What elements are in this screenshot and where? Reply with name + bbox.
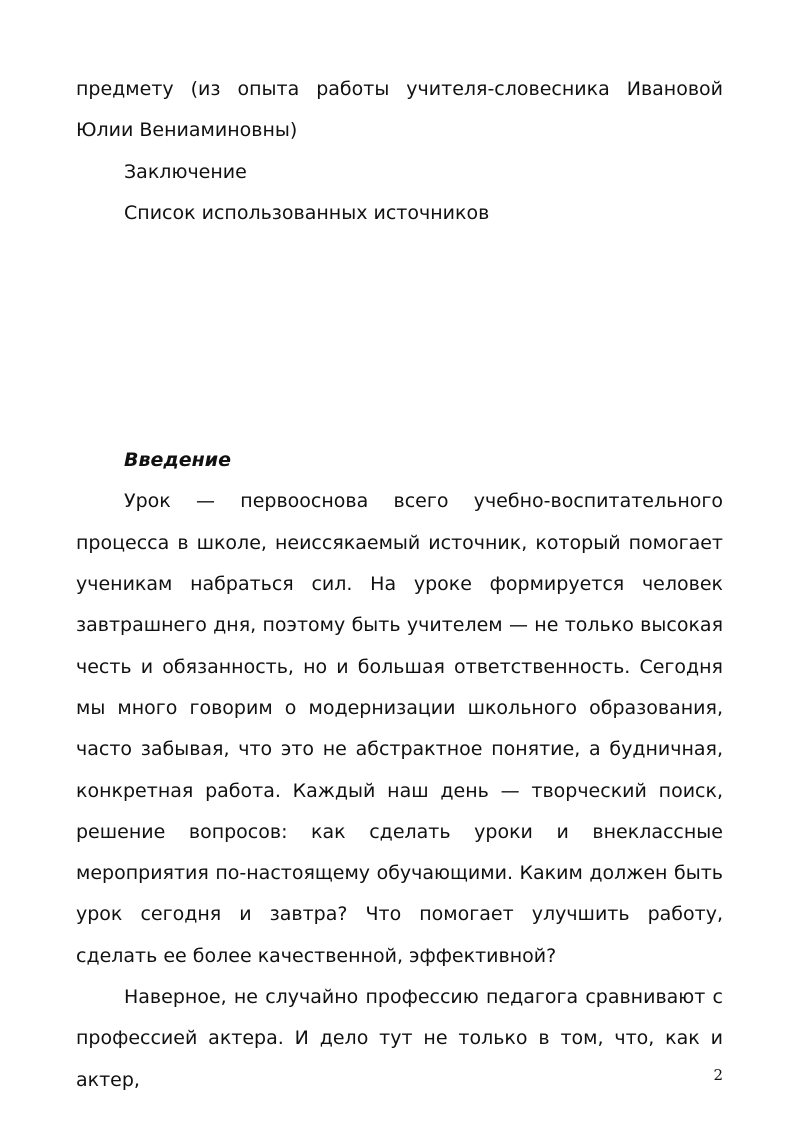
introduction-paragraph-2: Наверное, не случайно профессию педагога сравнивают с профессией актера. И дело тут не только в том, что, как и актер, xyxy=(76,986,723,1091)
page-number: 2 xyxy=(713,1066,723,1084)
toc-item-conclusion: Заключение xyxy=(124,160,247,183)
toc-item-references: Список использованных источников xyxy=(124,201,490,224)
section-gap xyxy=(76,234,723,440)
toc-continued-item: предмету (из опыта работы учителя-словесника Ивановой Юлии Вениаминовны) xyxy=(76,78,723,142)
introduction-heading: Введение xyxy=(124,449,231,472)
page-body xyxy=(76,69,723,1101)
introduction-paragraph-1: Урок — первооснова всего учебно-воспитательного процесса в школе, неиссякаемый источник, который помогает ученикам набраться сил. На уроке формируется человек завтрашнего дня, поэтому быть учителем — не только высокая честь и обязанность, но и большая ответственность. Сегодня мы много говорим о модернизации школьного образования, часто забывая, что это не абстрактное понятие, а будничная, конкретная работа. Каждый наш день — творческий поиск, решение вопросов: как сделать уроки и внеклассные мероприятия по-настоящему обучающими. Каким должен быть урок сегодня и завтра? Что помогает улучшить работу, сделать ее более качественной, эффективной? xyxy=(76,490,723,967)
